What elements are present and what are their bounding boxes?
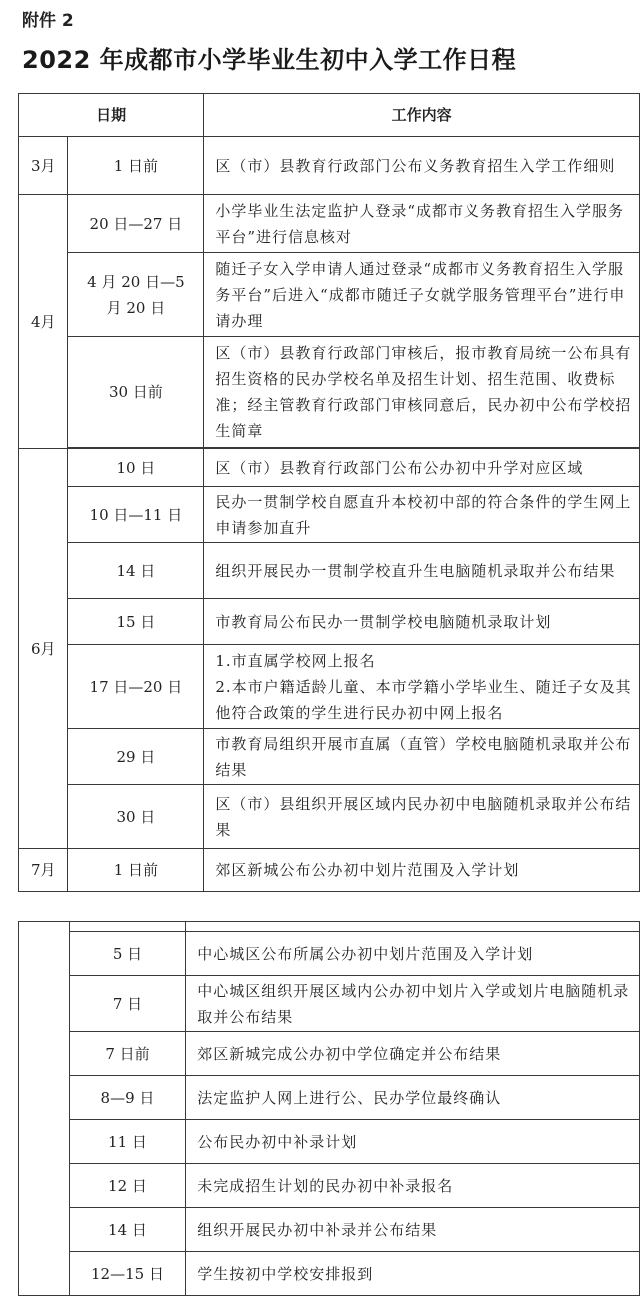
date-cell: 12—15 日: [69, 1252, 186, 1296]
table-row: [19, 1120, 640, 1164]
content-line: 2.本市户籍适龄儿童、本市学籍小学毕业生、随迁子女及其他符合政策的学生进行民办初中网上报名: [215, 677, 632, 722]
content-cell: 中心城区公布所属公办初中划片范围及入学计划: [186, 932, 640, 976]
table-row: [19, 449, 640, 487]
month-cell: 6月: [19, 449, 68, 849]
content-cell: 小学毕业生法定监护人登录“成都市义务教育招生入学服务平台”进行信息核对: [204, 195, 640, 253]
table-row: [19, 1252, 640, 1296]
table-row: [19, 253, 640, 337]
content-cell: 市教育局组织开展市直属（直管）学校电脑随机录取并公布结果: [204, 729, 640, 785]
table-row: [19, 976, 640, 1032]
date-cell: 1 日前: [68, 137, 204, 195]
table-row: [19, 1032, 640, 1076]
date-cell: 30 日: [68, 785, 204, 849]
content-cell: 市教育局公布民办一贯制学校电脑随机录取计划: [204, 599, 640, 645]
table-row: [19, 337, 640, 448]
date-cell: 20 日—27 日: [68, 195, 204, 253]
schedule-table: [18, 93, 640, 892]
date-cell: 12 日: [69, 1164, 186, 1208]
date-cell: 15 日: [68, 599, 204, 645]
date-cell: 4 月 20 日—5 月 20 日: [68, 253, 204, 337]
content-line: 1.市直属学校网上报名: [215, 651, 376, 670]
month-cell-empty: [19, 922, 70, 1296]
content-cell: 未完成招生计划的民办初中补录报名: [186, 1164, 640, 1208]
table-row: [19, 137, 640, 195]
table-row: [19, 599, 640, 645]
table-row: [19, 729, 640, 785]
date-cell: 7 日前: [69, 1032, 186, 1076]
content-cell: 随迁子女入学申请人通过登录“成都市义务教育招生入学服务平台”后进入“成都市随迁子女就学服务管理平台”进行申请办理: [204, 253, 640, 337]
table-row: [19, 543, 640, 599]
date-cell: 11 日: [69, 1120, 186, 1164]
month-cell: 4月: [19, 195, 68, 449]
table-row: [19, 645, 640, 729]
content-cell: 法定监护人网上进行公、民办学位最终确认: [186, 1076, 640, 1120]
content-cell: 区（市）县教育行政部门审核后，报市教育局统一公布具有招生资格的民办学校名单及招生计划、招生范围、收费标准；经主管教育行政部门审核同意后，民办初中公布学校招生简章: [204, 337, 640, 448]
month-cell: 3月: [19, 137, 68, 195]
table-row: [19, 1076, 640, 1120]
content-cell: 郊区新城公布公办初中划片范围及入学计划: [204, 849, 640, 892]
date-cell: 17 日—20 日: [68, 645, 204, 729]
table-row: [19, 932, 640, 976]
date-cell: 30 日前: [68, 337, 204, 448]
content-cell: 区（市）县教育行政部门公布义务教育招生入学工作细则: [204, 137, 640, 195]
month-cell: 7月: [19, 849, 68, 892]
content-cell: 区（市）县组织开展区域内民办初中电脑随机录取并公布结果: [204, 785, 640, 849]
date-cell: 7 日: [69, 976, 186, 1032]
content-cell: [204, 645, 640, 729]
content-cell: 民办一贯制学校自愿直升本校初中部的符合条件的学生网上申请参加直升: [204, 487, 640, 543]
table-row: [19, 487, 640, 543]
content-cell: 区（市）县教育行政部门公布公办初中升学对应区域: [204, 449, 640, 487]
table-row: [19, 849, 640, 892]
date-cell: 8—9 日: [69, 1076, 186, 1120]
table-row: [19, 195, 640, 253]
content-cell: 组织开展民办一贯制学校直升生电脑随机录取并公布结果: [204, 543, 640, 599]
content-cell: 中心城区组织开展区域内公办初中划片入学或划片电脑随机录取并公布结果: [186, 976, 640, 1032]
content-cell: 学生按初中学校安排报到: [186, 1252, 640, 1296]
attachment-label: 附件 2: [22, 11, 74, 31]
table-row: [19, 1208, 640, 1252]
table-row: [19, 785, 640, 849]
date-cell: 10 日: [68, 449, 204, 487]
content-cell: 郊区新城完成公办初中学位确定并公布结果: [186, 1032, 640, 1076]
date-cell: 14 日: [69, 1208, 186, 1252]
date-cell: 29 日: [68, 729, 204, 785]
date-cell: 14 日: [68, 543, 204, 599]
content-cell: 公布民办初中补录计划: [186, 1120, 640, 1164]
table-header-row: [19, 94, 640, 137]
header-date: 日期: [19, 94, 204, 137]
date-cell: 10 日—11 日: [68, 487, 204, 543]
content-cell: 组织开展民办初中补录并公布结果: [186, 1208, 640, 1252]
date-cell: 1 日前: [68, 849, 204, 892]
content-cell-empty: [186, 922, 640, 932]
schedule-table-continued: [18, 921, 640, 1296]
date-cell-empty: [69, 922, 186, 932]
table-row: [19, 1164, 640, 1208]
header-content: 工作内容: [204, 94, 640, 137]
page-title: 2022 年成都市小学毕业生初中入学工作日程: [22, 46, 517, 74]
date-cell: 5 日: [69, 932, 186, 976]
table-row-spacer: [19, 922, 640, 932]
